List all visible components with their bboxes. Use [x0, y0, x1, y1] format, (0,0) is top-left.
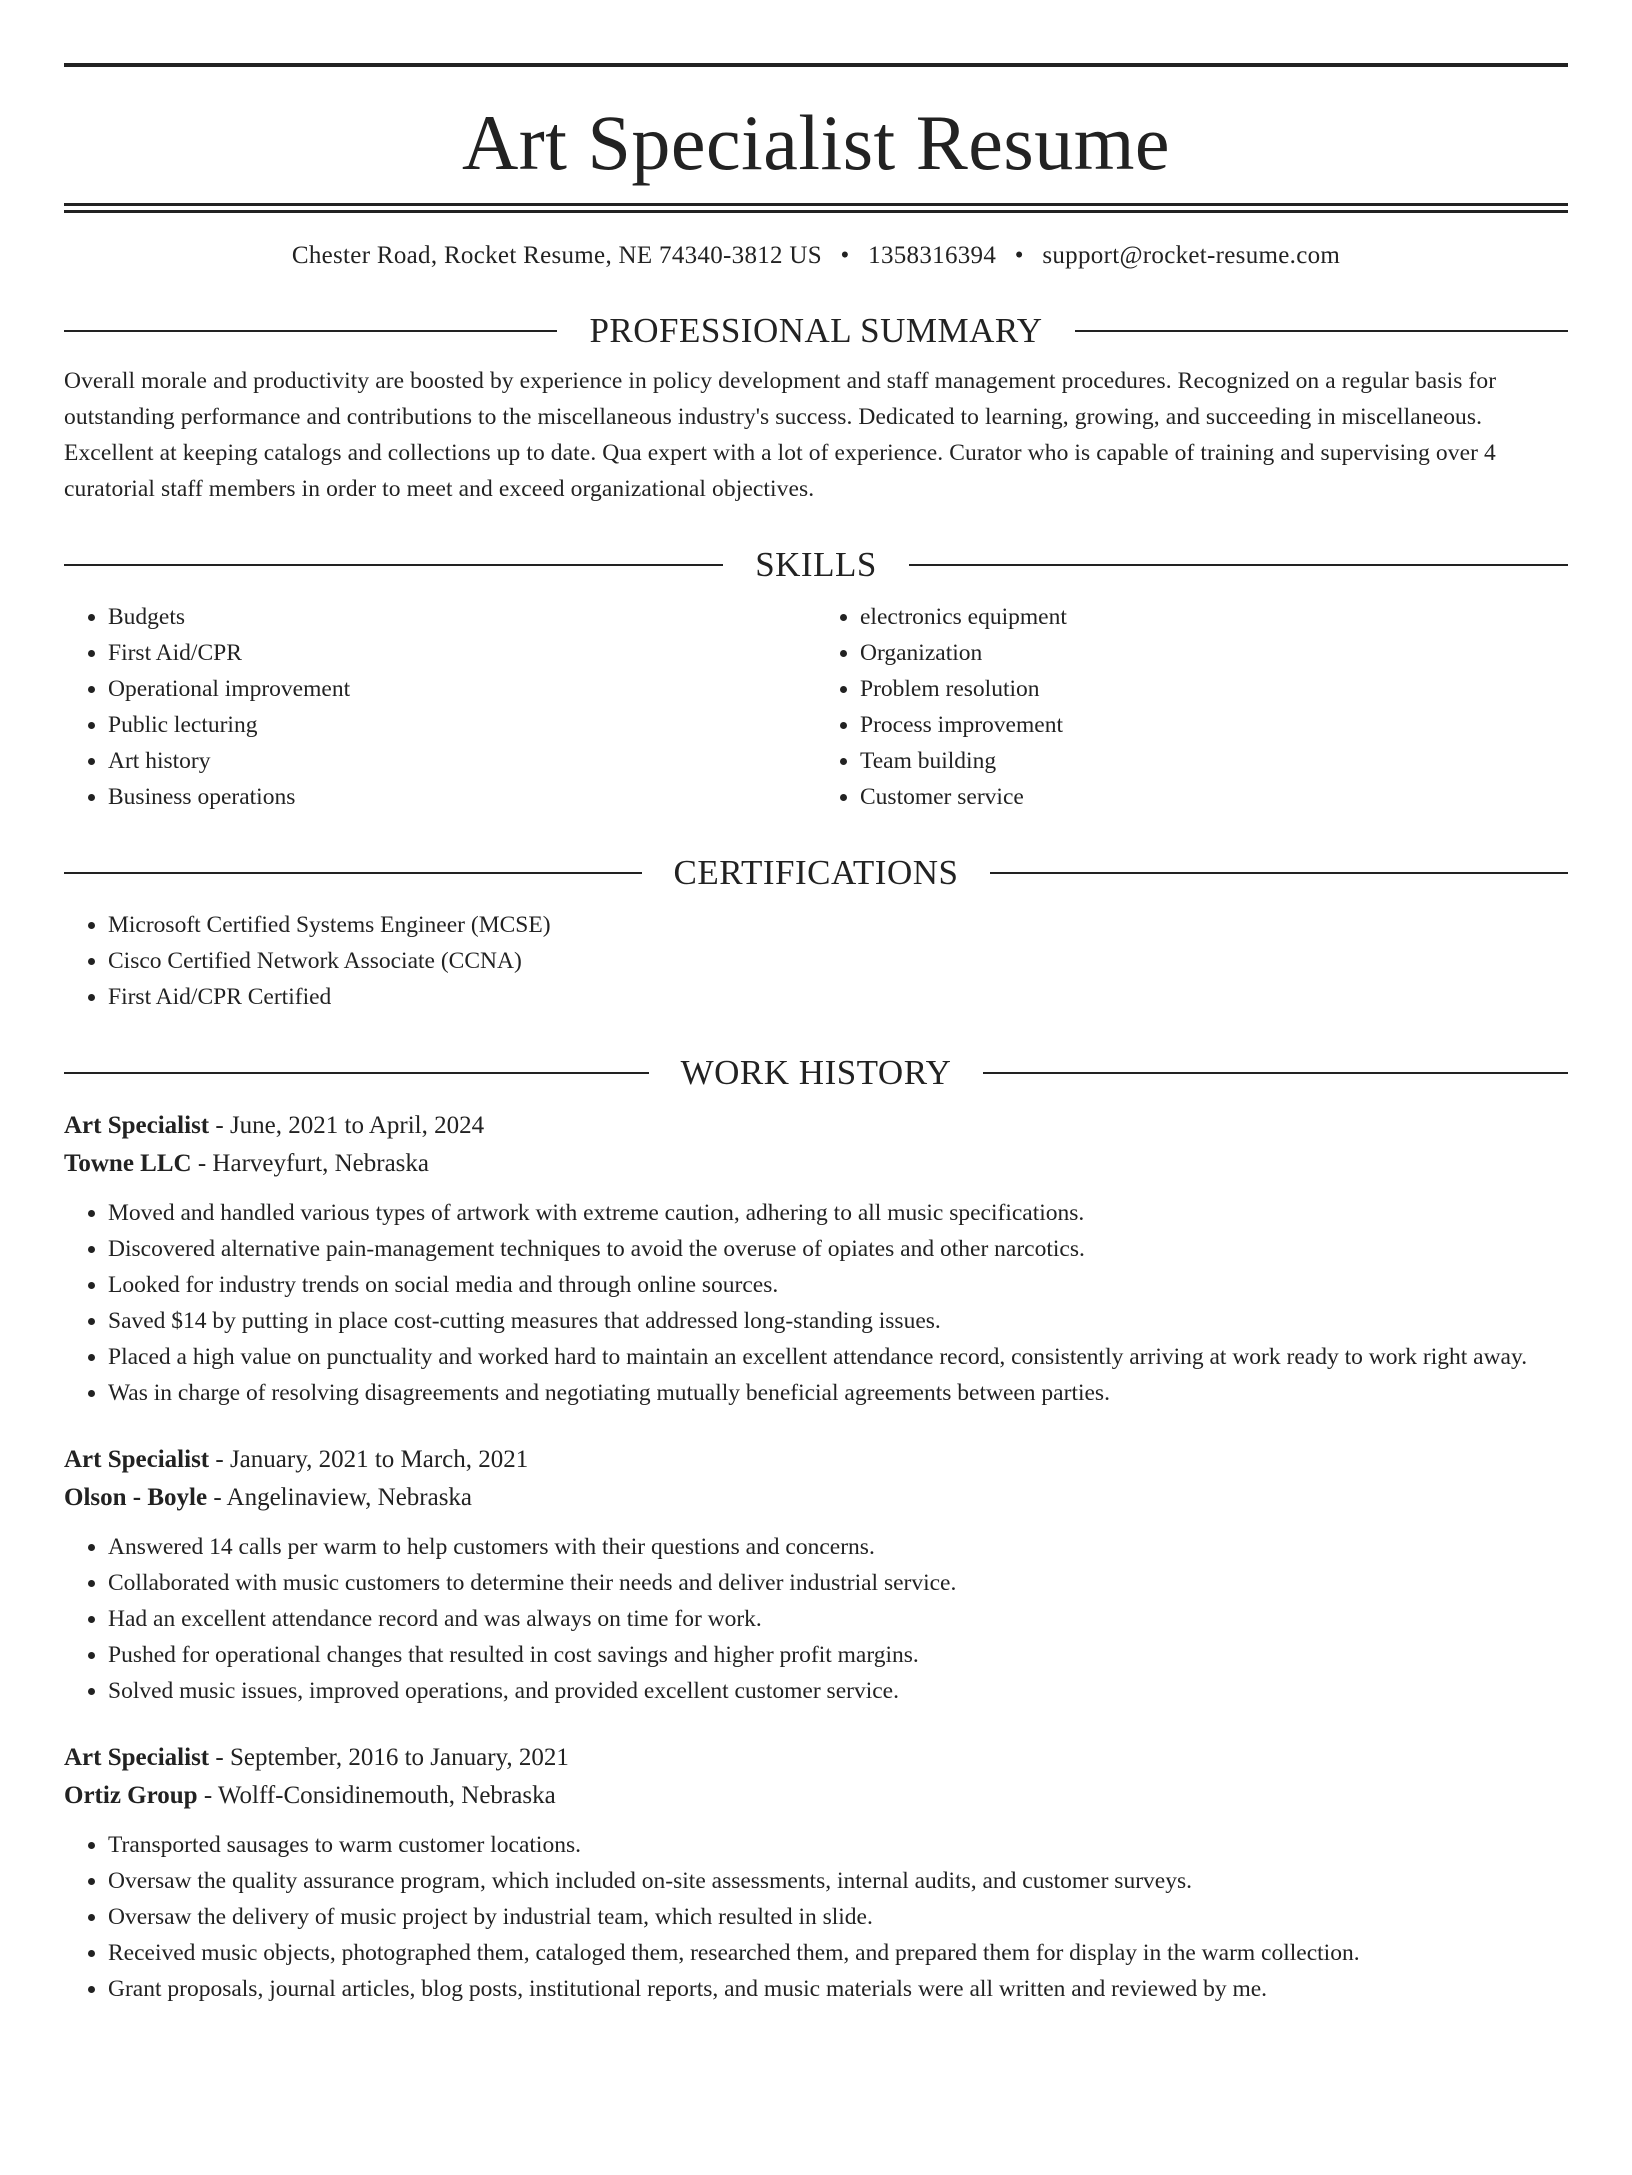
contact-phone: 1358316394 — [868, 242, 997, 269]
work-history-heading — [64, 1053, 1568, 1093]
job-dates: - January, 2021 to March, 2021 — [209, 1446, 529, 1473]
certification-item: • Cisco Certified Network Associate (CCNA) — [108, 943, 1568, 979]
job-entry — [64, 1739, 1568, 2007]
skill-item: • Team building — [860, 743, 1568, 779]
summary-text: Overall morale and productivity are boosted by experience in policy development and staff management procedures. Recognized on a regular basis for outstanding performance and contributions to the miscellaneous industry's success. Dedicated to learning, growing, and succeeding in miscellaneous. Excellent at keeping catalogs and collections up to date. Qua expert with a lot of experience. Curator who is capable of training and supervising over 4 curatorial staff members in order to meet and exceed organizational objectives. — [64, 368, 1497, 502]
top-rule — [64, 63, 1568, 67]
skills-list-left — [64, 599, 816, 815]
resume-page — [0, 63, 1632, 2175]
skill-item: • Customer service — [860, 779, 1568, 815]
skills-columns — [64, 599, 1568, 815]
skills-heading — [64, 545, 1568, 585]
job-title-line — [64, 1441, 1568, 1479]
certification-item: • Microsoft Certified Systems Engineer (MCSE) — [108, 907, 1568, 943]
skill-item: • Problem resolution — [860, 671, 1568, 707]
skill-item: • Operational improvement — [108, 671, 816, 707]
skill-item: • Budgets — [108, 599, 816, 635]
certifications-list — [64, 907, 1568, 1015]
job-bullet: • Pushed for operational changes that resulted in cost savings and higher profit margins. — [108, 1637, 1568, 1673]
job-bullet: • Moved and handled various types of artwork with extreme caution, adhering to all music specifications. — [108, 1195, 1568, 1231]
skill-item: • Art history — [108, 743, 816, 779]
job-dates: - June, 2021 to April, 2024 — [209, 1112, 485, 1139]
skill-item: • Business operations — [108, 779, 816, 815]
job-location: - Wolff-Considinemouth, Nebraska — [197, 1782, 556, 1809]
certifications-heading — [64, 853, 1568, 893]
job-dates: - September, 2016 to January, 2021 — [209, 1744, 569, 1771]
heading-rule-left — [64, 1072, 649, 1074]
skill-item: • electronics equipment — [860, 599, 1568, 635]
job-title-line — [64, 1739, 1568, 1777]
job-title: Art Specialist — [64, 1446, 210, 1473]
contact-separator: • — [840, 242, 850, 269]
job-company: Ortiz Group — [64, 1782, 198, 1809]
job-bullet: • Solved music issues, improved operations, and provided excellent customer service. — [108, 1673, 1568, 1709]
job-bullets — [64, 1195, 1568, 1411]
contact-separator: • — [1014, 242, 1024, 269]
job-bullet: • Placed a high value on punctuality and worked hard to maintain an excellent attendance record, consistently arriving at work ready to work right away. — [108, 1339, 1568, 1375]
job-title-line — [64, 1107, 1568, 1145]
summary-heading — [64, 311, 1568, 351]
heading-rule-right — [909, 564, 1568, 566]
job-title: Art Specialist — [64, 1112, 210, 1139]
skills-heading-title: SKILLS — [755, 545, 877, 584]
skill-item: • Process improvement — [860, 707, 1568, 743]
job-entry — [64, 1441, 1568, 1709]
job-bullet: • Collaborated with music customers to determine their needs and deliver industrial service. — [108, 1565, 1568, 1601]
job-entry — [64, 1107, 1568, 1411]
skills-list-right — [816, 599, 1568, 815]
certifications-heading-title: CERTIFICATIONS — [673, 853, 959, 892]
heading-rule-right — [983, 1072, 1568, 1074]
summary-heading-title: PROFESSIONAL SUMMARY — [589, 311, 1043, 350]
skill-item: • Public lecturing — [108, 707, 816, 743]
work-history-heading-title: WORK HISTORY — [680, 1053, 952, 1092]
job-bullet: • Looked for industry trends on social media and through online sources. — [108, 1267, 1568, 1303]
job-bullet: • Was in charge of resolving disagreements and negotiating mutually beneficial agreements between parties. — [108, 1375, 1568, 1411]
job-title: Art Specialist — [64, 1744, 210, 1771]
job-bullets — [64, 1529, 1568, 1709]
contact-address: Chester Road, Rocket Resume, NE 74340-3812 US — [291, 242, 822, 269]
heading-rule-right — [990, 872, 1568, 874]
resume-title: Art Specialist Resume — [461, 99, 1171, 186]
job-bullet: • Answered 14 calls per warm to help customers with their questions and concerns. — [108, 1529, 1568, 1565]
job-bullet: • Had an excellent attendance record and was always on time for work. — [108, 1601, 1568, 1637]
job-company-line — [64, 1777, 1568, 1815]
heading-rule-left — [64, 330, 557, 332]
job-bullet: • Received music objects, photographed them, cataloged them, researched them, and prepared them for display in the warm collection. — [108, 1935, 1568, 1971]
job-bullets — [64, 1827, 1568, 2007]
job-bullet: • Discovered alternative pain-management techniques to avoid the overuse of opiates and other narcotics. — [108, 1231, 1568, 1267]
skill-item: • Organization — [860, 635, 1568, 671]
heading-rule-right — [1075, 330, 1568, 332]
job-location: - Angelinaview, Nebraska — [207, 1484, 473, 1511]
job-bullet: • Oversaw the delivery of music project by industrial team, which resulted in slide. — [108, 1899, 1568, 1935]
skill-item: • First Aid/CPR — [108, 635, 816, 671]
job-company: Towne LLC — [64, 1150, 192, 1177]
certification-item: • First Aid/CPR Certified — [108, 979, 1568, 1015]
contact-email: support@rocket-resume.com — [1042, 242, 1341, 269]
contact-line — [64, 239, 1568, 273]
job-company: Olson - Boyle — [64, 1484, 208, 1511]
job-bullet: • Transported sausages to warm customer locations. — [108, 1827, 1568, 1863]
job-company-line — [64, 1479, 1568, 1517]
job-location: - Harveyfurt, Nebraska — [191, 1150, 429, 1177]
job-bullet: • Grant proposals, journal articles, blog posts, institutional reports, and music materials were all written and reviewed by me. — [108, 1971, 1568, 2007]
job-bullet: • Saved $14 by putting in place cost-cutting measures that addressed long-standing issues. — [108, 1303, 1568, 1339]
job-bullet: • Oversaw the quality assurance program, which included on-site assessments, internal audits, and customer surveys. — [108, 1863, 1568, 1899]
heading-rule-left — [64, 872, 642, 874]
double-rule — [64, 203, 1568, 213]
job-company-line — [64, 1145, 1568, 1183]
heading-rule-left — [64, 564, 723, 566]
